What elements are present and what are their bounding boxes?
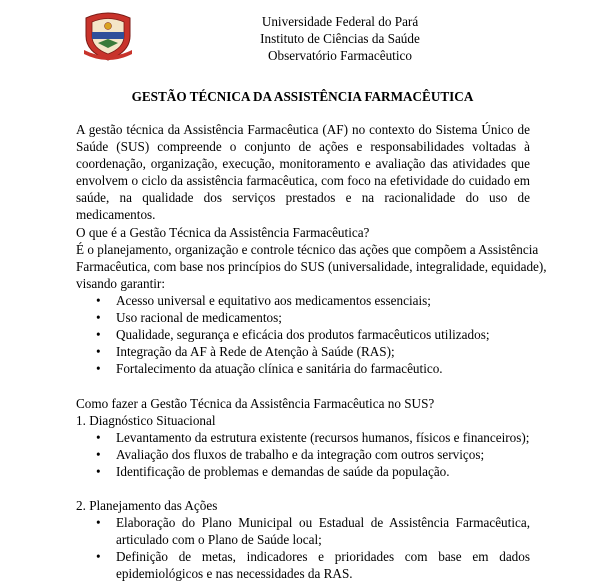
institution-line: Universidade Federal do Pará [261, 14, 419, 29]
answer-line: Farmacêutica, com base nos princípios do SUS (universalidade, integralidade, equidade), [76, 259, 547, 275]
answer-line: visando garantir: [76, 276, 165, 292]
university-crest-icon [80, 10, 136, 62]
list-item: • Uso racional de medicamentos; [76, 309, 530, 326]
list-item: • Identificação de problemas e demandas de saúde da população. [76, 463, 530, 480]
planning-list [76, 514, 530, 582]
list-item: • Levantamento da estrutura existente (recursos humanos, físicos e financeiros); [76, 429, 530, 446]
section-planning [76, 497, 530, 514]
list-item: • Avaliação dos fluxos de trabalho e da integração com outros serviços; [76, 446, 530, 463]
list-item: • Fortalecimento da atuação clínica e sanitária do farmacêutico. [76, 360, 530, 377]
institution-line: Instituto de Ciências da Saúde [260, 31, 420, 46]
institution-line: Observatório Farmacêutico [268, 48, 412, 63]
institution-block [240, 13, 440, 64]
list-item: • Definição de metas, indicadores e prioridades com base em dados epidemiológicos e nas necessidades da RAS. [76, 548, 530, 582]
diagnostic-list [76, 429, 530, 480]
question-heading: O que é a Gestão Técnica da Assistência Farmacêutica? [76, 225, 370, 240]
answer-line: É o planejamento, organização e controle técnico das ações que compõem a Assistência [76, 242, 539, 258]
list-item: • Qualidade, segurança e eficácia dos produtos farmacêuticos utilizados; [76, 326, 530, 343]
section-heading: 2. Planejamento das Ações [76, 498, 218, 513]
goals-list [76, 292, 530, 377]
list-item: • Integração da AF à Rede de Atenção à Saúde (RAS); [76, 343, 530, 360]
section-heading: 1. Diagnóstico Situacional [76, 413, 216, 429]
question-how-to [76, 395, 530, 429]
question-what-is [76, 224, 547, 292]
list-item: • Acesso universal e equitativo aos medicamentos essenciais; [76, 292, 530, 309]
document-header [0, 0, 605, 70]
document-title: GESTÃO TÉCNICA DA ASSISTÊNCIA FARMACÊUTICA [131, 89, 474, 104]
intro-paragraph: A gestão técnica da Assistência Farmacêutica (AF) no contexto do Sistema Único de Saúde (SUS) compreende o conjunto de ações e responsabilidades voltadas à coordenação, organização, execução, monitoramento e avaliação das atividades que envolvem o ciclo da assistência farmacêutica, com foco na efetividade do cuidado em saúde, na qualidade dos serviços prestados e na racionalidade do uso de medicamentos. [76, 122, 530, 223]
question-heading: Como fazer a Gestão Técnica da Assistência Farmacêutica no SUS? [76, 396, 435, 411]
list-item: • Elaboração do Plano Municipal ou Estadual de Assistência Farmacêutica, articulado com o Plano de Saúde local; [76, 514, 530, 548]
